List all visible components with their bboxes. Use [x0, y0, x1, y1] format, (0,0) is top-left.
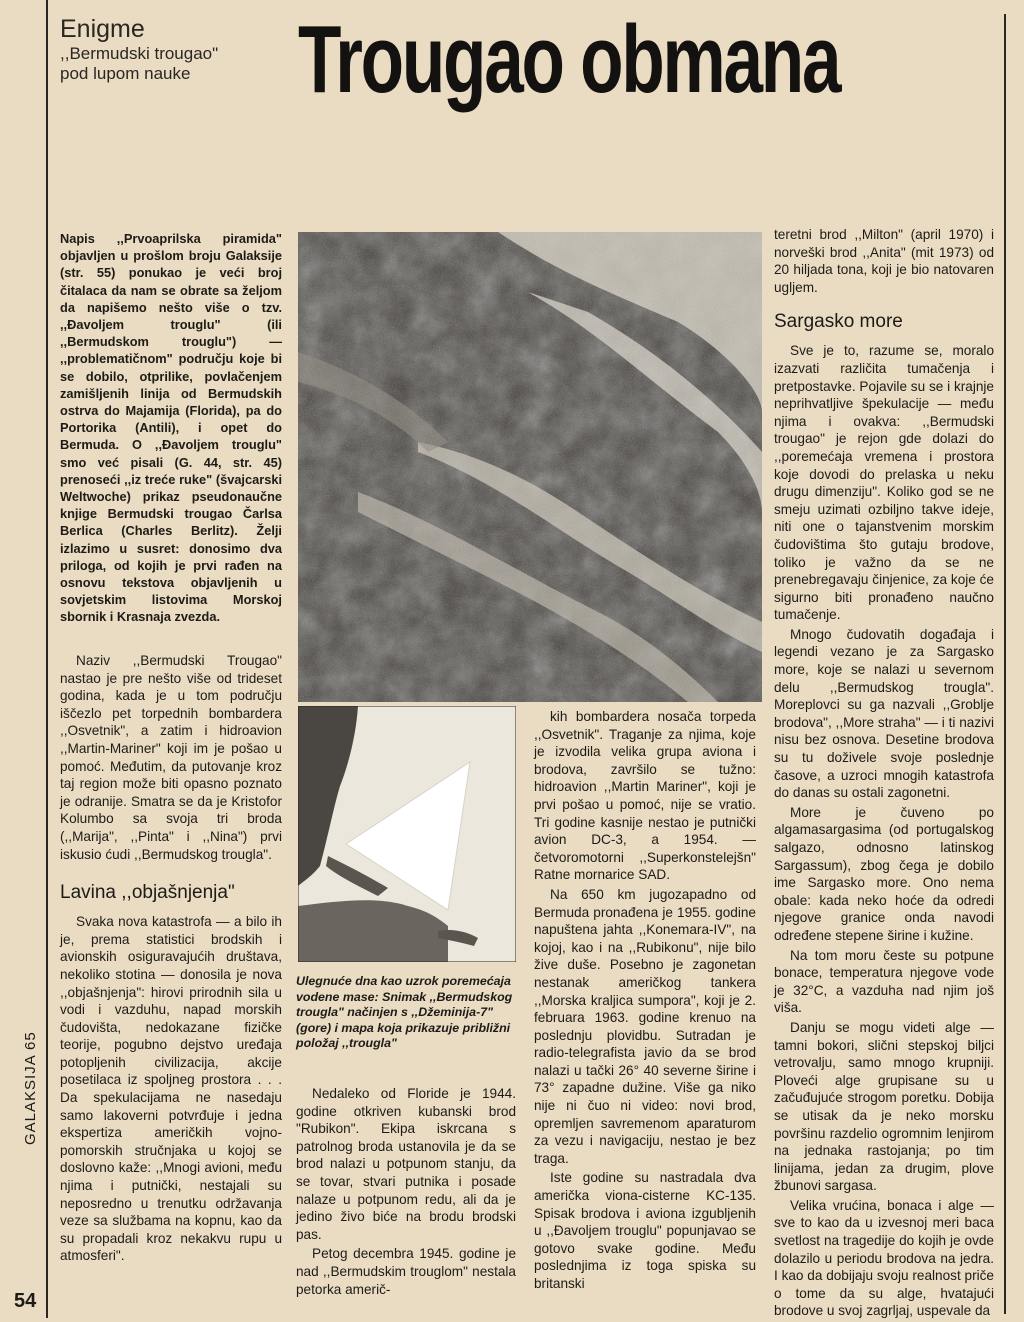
column-3-paragraph: kih bombardera nosača torpeda ,,Osvetnik". Traganje za njima, koje je izvodila velika grupa aviona i brodova, završilo se tužno: hidroavion ,,Martin Mariner", koji je prvi pošao u pomoć, nije se vratio. Tri godine kasnije nestao je putnički avion DC-3, a 1954. — četvoromotorni ,,Superkonstelejšn" Ratne mornarice SAD.	[534, 709, 756, 883]
magazine-name-vertical: GALAKSIJA 65	[22, 1031, 39, 1145]
column-4-paragraph: Sve je to, razume se, moralo izazvati različita tumačenja i pretpostavke. Pojavile su se i krajnje neprihvatljive špekulacije — među njima i ovakva: ,,Bermudski trougao" je rejon gde dolazi do ,,poremećaja vremena i prostora koje dovodi do prelaska u neku drugu dimenziju". Koliko god se ne smeju uzimati ozbiljno takve ideje, niti one o tajanstvenim morskim čudovištima što gutaju brodove, toliko je važno da se ne prenebregavaju činjenice, za koje će sigurno biti pronađeno naučno tumačenje.	[774, 343, 994, 623]
satellite-photo	[298, 232, 762, 702]
column-4-paragraph: Danju se mogu videti alge — tamni bokori, slični stepskoj biljci vetrovalju, samo mnogo krupniji. Ploveći alge grupisane su u začuđujuće strogom poretku. Dobija se utisak da je neko morsku površinu razdelio ogromnim lenjirom na jednaka rastojanja; po tim linijama, jedan za drugim, plove žbunovi sargasa.	[774, 1019, 994, 1194]
column-4-paragraph: Na tom moru česte su potpune bonace, temperatura njegove vode je 32°C, a vazduha nad njim još viša.	[774, 947, 994, 1016]
column-1	[60, 652, 282, 1267]
section-title-sargasko-more: Sargasko more	[774, 311, 903, 333]
kicker-subtitle-1: ,,Bermudski trougao"	[60, 44, 219, 63]
intro-paragraph: Napis ,,Prvoaprilska piramida" objavljen u prošlom broju Galaksije (str. 55) ponukao je veći broj čitalaca da nam se obrate sa željom da napišemo nešto više o tzv. ,,Đavoljem trouglu" (ili ,,Bermudskom trouglu") — ,,problematičnom" području koje bi se dobilo, otprilike, povlačenjem zamišljenih linija od Bermudskih ostrva do Majamija (Florida), pa do Portorika (Antili), i opet do Bermuda. O ,,Đavoljem trouglu" smo već pisali (G. 44, str. 45) prenoseći ,,iz treće ruke" (švajcarski Weltwoche) prikaz pseudonaučne knjige Bermudski trougao Čarlsa Berlica (Charles Berlitz). Želji izlazimo u susret: donosimo dva priloga, od kojih je prvi rađen na osnovu tekstova objavljenih u sovjetskim listovima Morskoj sbornik i Krasnaja zvezda.	[60, 231, 282, 625]
column-4-paragraph: Velika vrućina, bonaca i alge — sve to kao da u izvesnoj meri baca svetlost na tragedije do kojih je ovde dolazilo u periodu brodova na jedra. I kao da dobijaju svoju realnost priče o tome da su alge, hvatajući brodove u svoj zagrljaj, uspevale da	[774, 1197, 994, 1319]
headline: Trougao obmana	[298, 6, 840, 113]
column-3-paragraph: Na 650 km jugozapadno od Bermuda pronađena je 1955. godine napuštena jahta ,,Konemara-IV", na kojoj, kao i na ,,Rubikonu", nije bilo žive duše. Posebno je zagonetan nestanak američkog tankera ,,Morska kraljica sumpora", koji je 2. februara 1963. godine krenuo na poslednju plovidbu. Sutradan je radio-telegrafista javio da se brod nalazi u tački 26° 40 severne širine i 73° zapadne dužine. Više ga niko nije ni čuo ni video: novi brod, opremljen savremenom aparaturom za vezu i navigaciju, nestao je bez traga.	[534, 886, 756, 1166]
column-2	[296, 1085, 516, 1300]
triangle-map	[298, 706, 516, 962]
kicker-title: Enigme	[60, 15, 145, 43]
column-1-paragraph: Naziv ,,Bermudski Trougao" nastao je pre nešto više od trideset godina, kada je u tom području iščezlo pet torpednih bombardera ,,Osvetnik", a zatim i hidroavion ,,Martin-Mariner" koji im je pošao u pomoć. Međutim, da putovanje kroz taj region može biti opasno poznato je odranije. Smatra se da je Kristofor Kolumbo sa svoja tri broda (,,Marija", ,,Pinta" i ,,Nina") prvi iskusio ćudi ,,Bermudskog trougla".	[60, 653, 282, 862]
photo-caption: Ulegnuće dna kao uzrok poremećaja vodene mase: Snimak ,,Bermudskog trougla" načinjen s ,,Džeminija-7" (gore) i mapa koja prikazuje približni položaj ,,trougla"	[296, 974, 513, 1051]
column-2-paragraph: Nedaleko od Floride je 1944. godine otkriven kubanski brod "Rubikon". Ekipa iskrcana s patrolnog broda ustanovila je da se brod nalazi u potpunom stanju, da se tovar, stvari putnika i posade nalaze u potpunom redu, ali da je jedino živo biće na brodu brodski pas.	[296, 1086, 516, 1242]
right-margin-rule	[1004, 14, 1006, 1314]
column-4	[774, 226, 994, 1322]
kicker-subtitle-2: pod lupom nauke	[60, 64, 191, 83]
kicker	[60, 14, 290, 84]
left-margin-rule	[46, 0, 48, 1318]
column-4-paragraph: More je čuveno po algamasargasima (od portugalskog salgazo, odnosno latinskog Sargassum), zbog čega je dobilo ime Sargasko more. Ono nema obale: kada neko hoće da odredi njegove granice onda navodi određene stepene širine i kužine.	[774, 804, 994, 943]
column-4-paragraph: teretni brod ,,Milton" (april 1970) i norveški brod ,,Anita" (mit 1973) od 20 hiljada tona, koji je bio natovaren ugljem.	[774, 227, 994, 295]
column-4-paragraph: Mnogo čudovatih događaja i legendi vezano je za Sargasko more, koje se nalazi u severnom delu ,,Bermudskog trougla". Moreplovci su ga nazvali ,,Groblje brodova", ,,More straha" — i ti nazivi nisu bez osnova. Desetine brodova su tu doživele svoje poslednje časove, a uzroci mnogih katastrofa do danas su ostali zagonetni.	[774, 626, 994, 801]
intro-column	[60, 230, 282, 628]
column-2-paragraph: Petog decembra 1945. godine je nad ,,Bermudskim trouglom" nestala petorka američ-	[296, 1246, 516, 1297]
section-title-lavina: Lavina ,,objašnjenja"	[60, 882, 235, 904]
column-1-paragraph: Svaka nova katastrofa — a bilo ih je, prema statistici brodskih i avionskih osiguravajućih društava, nekoliko stotina — donosila je nova ,,objašnjenja": hirovi prirodnih sila u vodi i vazduhu, napad morskih čudovišta, nedokazane fizičke teorije, pogubno dejstvo uređaja potopljenih civilizacija, akcije posetilaca iz spoljneg prostora . . . Da spekulacijama ne nasedaju samo lakoverni potvrđuje i jedna ekspertiza američkih vojno-pomorskih stručnjaka u kojoj se doslovno kaže: ,,Mnogi avioni, među njima i putnički, nestajali su neposredno u trenutku održavanja veze sa službama na kopnu, kao da su propadali kroz nekakvu rupu u atmosferi".	[60, 914, 282, 1264]
column-3-paragraph: Iste godine su nastradala dva američka viona-cisterne KC-135. Spisak brodova i aviona izgubljenih u ,,Đavoljem trouglu" popunjavao se gotovo svake godine. Među poslednjima iz toga spiska su britanski	[534, 1170, 756, 1291]
page-number: 54	[14, 1290, 37, 1312]
column-3	[534, 708, 756, 1295]
